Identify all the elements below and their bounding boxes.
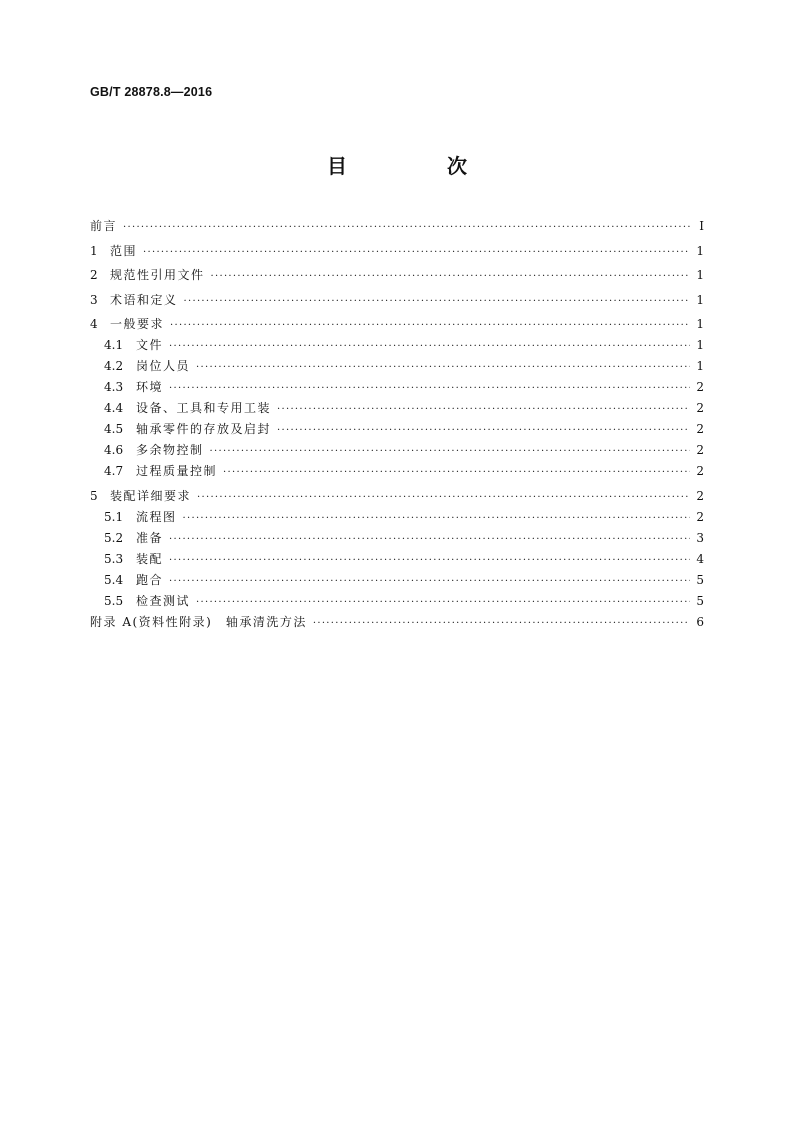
toc-page-number: 5 <box>696 572 704 587</box>
toc-entry-text: 范围 <box>110 243 138 258</box>
toc-page-number: 1 <box>696 243 704 258</box>
toc-leader-dots <box>211 266 690 287</box>
toc-leader-dots <box>277 420 690 441</box>
toc-leader-dots <box>196 592 690 613</box>
toc-page-number: 1 <box>696 268 704 282</box>
toc-entry-text: 轴承零件的存放及启封 <box>136 422 272 436</box>
toc-leader-dots <box>169 529 690 550</box>
toc-page-number: 2 <box>696 422 704 436</box>
toc-page-number: 2 <box>696 401 704 415</box>
toc-entry-text: 设备、工具和专用工装 <box>136 401 272 415</box>
toc-page-number: 1 <box>696 292 704 307</box>
toc-leader-dots <box>184 291 690 312</box>
toc-entry-text: 过程质量控制 <box>136 464 218 478</box>
toc-entry-number: 4.4 <box>104 401 124 415</box>
toc-leader-dots <box>143 242 690 263</box>
toc-entry-4-1[interactable] <box>90 335 704 356</box>
toc-entry-5-2[interactable] <box>90 528 704 549</box>
toc-entry-number: 4 <box>90 317 98 331</box>
toc-page-number: 6 <box>696 614 704 629</box>
toc-entry-number: 4.5 <box>104 422 124 436</box>
toc-entry-text: 岗位人员 <box>136 359 191 373</box>
toc-leader-dots <box>210 441 690 462</box>
toc-entry-text: 规范性引用文件 <box>110 268 205 282</box>
toc-leader-dots <box>169 336 690 357</box>
toc-leader-dots <box>196 357 690 378</box>
toc-leader-dots <box>197 487 690 508</box>
toc-entry-text: 术语和定义 <box>110 292 178 307</box>
toc-entry-number: 4.6 <box>104 443 124 457</box>
standard-code: GB/T 28878.8—2016 <box>90 85 213 99</box>
toc-entry-appendix-a[interactable] <box>90 612 704 633</box>
toc-page-number: 3 <box>696 530 704 545</box>
toc-entry-number: 3 <box>90 292 98 307</box>
toc-entry-number: 5.2 <box>104 530 124 545</box>
toc-entry-number: 4.2 <box>104 359 124 373</box>
toc-page-number: 1 <box>696 338 704 352</box>
toc-entry-5-5[interactable] <box>90 591 704 612</box>
toc-entry-text: 一般要求 <box>110 317 165 331</box>
toc-page-number: 2 <box>696 443 704 457</box>
toc-page-number: Ⅰ <box>699 219 704 233</box>
toc-entry-number: 5.1 <box>104 509 124 524</box>
toc-entry-number: 5.3 <box>104 551 124 566</box>
toc-entry-3[interactable] <box>90 290 704 311</box>
toc-entry-number: 1 <box>90 243 98 258</box>
toc-entry-4-3[interactable] <box>90 377 704 398</box>
toc-leader-dots <box>313 613 690 634</box>
toc-entry-4-6[interactable] <box>90 440 704 461</box>
toc-page-number: 2 <box>696 509 704 524</box>
toc-leader-dots <box>169 571 690 592</box>
toc-page-number: 2 <box>696 488 704 503</box>
toc-entry-text: 前言 <box>90 219 118 233</box>
toc-entry-4-5[interactable] <box>90 419 704 440</box>
toc-entry-text: 装配 <box>136 551 164 566</box>
toc-entry-text: 流程图 <box>136 509 177 524</box>
toc-entry-number: 5.4 <box>104 572 124 587</box>
toc-page-number: 1 <box>696 317 704 331</box>
toc-entry-text: 多余物控制 <box>136 443 204 457</box>
toc-leader-dots <box>277 399 690 420</box>
toc-leader-dots <box>223 462 690 483</box>
toc-leader-dots <box>169 550 690 571</box>
toc-leader-dots <box>123 217 690 238</box>
toc-entry-text: 文件 <box>136 338 164 352</box>
toc-entry-number: 4.1 <box>104 338 124 352</box>
toc-entry-text: 检查测试 <box>136 593 191 608</box>
toc-title: 目 次 <box>327 154 507 178</box>
toc-leader-dots <box>169 378 690 399</box>
toc-entry-1[interactable] <box>90 241 704 262</box>
toc-entry-text: 跑合 <box>136 572 164 587</box>
toc-entry-number: 5.5 <box>104 593 124 608</box>
toc-page-number: 2 <box>696 380 704 394</box>
toc-entry-4-7[interactable] <box>90 461 704 482</box>
toc-entry-text: 附录 A(资料性附录) 轴承清洗方法 <box>90 614 307 629</box>
toc-page-number: 2 <box>696 464 704 478</box>
toc-entry-5-1[interactable] <box>90 507 704 528</box>
toc-entry-4-2[interactable] <box>90 356 704 377</box>
toc-entry-text: 装配详细要求 <box>110 488 192 503</box>
toc-entry-number: 2 <box>90 268 98 282</box>
toc-page-number: 1 <box>696 359 704 373</box>
toc-entry-number: 4.7 <box>104 464 124 478</box>
toc-page-number: 5 <box>696 593 704 608</box>
toc-page-number: 4 <box>696 551 704 566</box>
toc-entry-number: 4.3 <box>104 380 124 394</box>
toc-leader-dots <box>183 508 690 529</box>
toc-entry-number: 5 <box>90 488 98 503</box>
toc-entry-4-4[interactable] <box>90 398 704 419</box>
toc-entry-5[interactable] <box>90 486 704 507</box>
table-of-contents <box>90 216 704 633</box>
toc-entry-5-3[interactable] <box>90 549 704 570</box>
toc-entry-5-4[interactable] <box>90 570 704 591</box>
toc-entry-4[interactable] <box>90 314 704 335</box>
toc-entry-text: 准备 <box>136 530 164 545</box>
toc-entry-foreword[interactable] <box>90 216 704 237</box>
toc-entry-text: 环境 <box>136 380 164 394</box>
toc-leader-dots <box>170 315 690 336</box>
toc-entry-2[interactable] <box>90 265 704 286</box>
